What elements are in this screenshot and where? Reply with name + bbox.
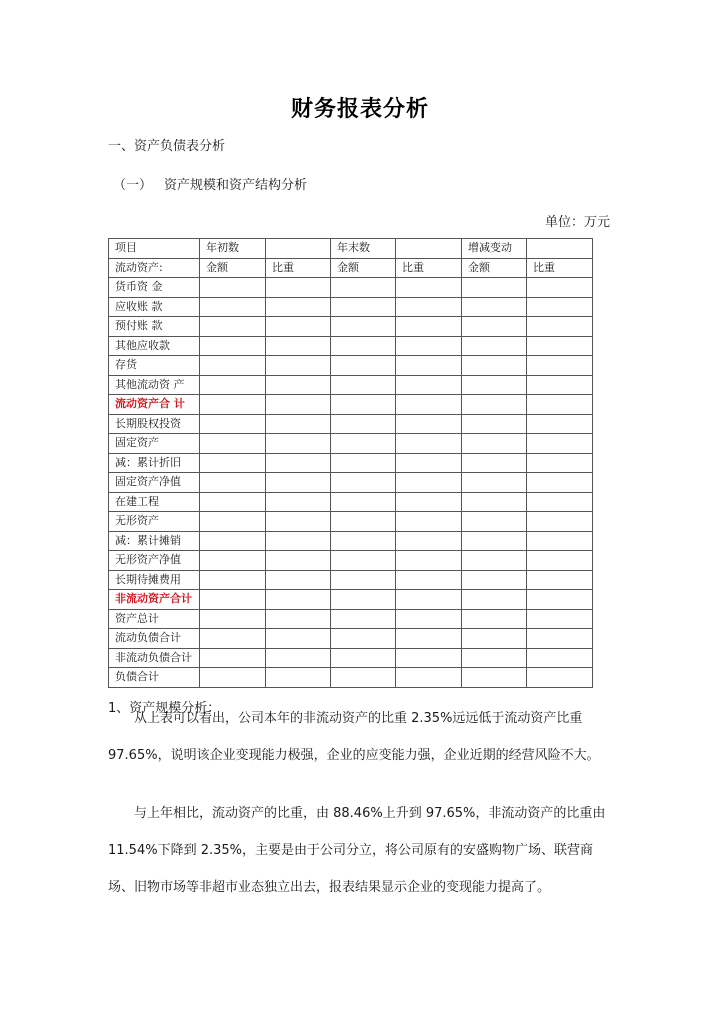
document-title: 财务报表分析 — [290, 97, 429, 122]
value-cell — [200, 297, 266, 317]
value-cell — [396, 668, 462, 688]
value-cell — [200, 512, 266, 532]
row-label: 在建工程 — [109, 492, 200, 512]
table-row — [109, 668, 593, 688]
value-cell — [266, 531, 331, 551]
header-cell: 项目 — [109, 239, 200, 259]
value-cell — [462, 551, 527, 571]
value-cell — [266, 629, 331, 649]
value-cell — [266, 609, 331, 629]
value-cell — [200, 629, 266, 649]
value-cell — [331, 375, 396, 395]
value-cell — [200, 375, 266, 395]
row-label: 固定资产 — [109, 434, 200, 454]
value-cell — [266, 551, 331, 571]
value-cell — [396, 434, 462, 454]
row-label: 流动资产合 计 — [109, 395, 200, 415]
value-cell — [200, 356, 266, 376]
value-cell — [331, 648, 396, 668]
value-cell — [331, 492, 396, 512]
table-row — [109, 414, 593, 434]
value-cell — [396, 609, 462, 629]
value-cell — [462, 414, 527, 434]
value-cell — [396, 590, 462, 610]
table-row — [109, 434, 593, 454]
table-row — [109, 473, 593, 493]
value-cell — [462, 609, 527, 629]
table-row — [109, 453, 593, 473]
value-cell — [462, 434, 527, 454]
row-label: 固定资产净值 — [109, 473, 200, 493]
value-cell — [527, 453, 593, 473]
header-cell: 比重 — [527, 258, 593, 278]
value-cell — [527, 395, 593, 415]
table-row — [109, 317, 593, 337]
table-header-row — [109, 239, 593, 259]
header-cell: 金额 — [331, 258, 396, 278]
header-cell: 增减变动 — [462, 239, 527, 259]
value-cell — [266, 473, 331, 493]
value-cell — [396, 492, 462, 512]
value-cell — [266, 278, 331, 298]
value-cell — [266, 570, 331, 590]
table-row — [109, 570, 593, 590]
row-label: 非流动资产合计 — [109, 590, 200, 610]
header-cell — [266, 239, 331, 259]
value-cell — [266, 590, 331, 610]
value-cell — [527, 278, 593, 298]
table-subheader-row — [109, 258, 593, 278]
value-cell — [462, 492, 527, 512]
paragraph-text: 从上表可以看出，公司本年的非流动资产的比重 2.35%远远低于流动资产比重 97.65%，说明该企业变现能力极强，企业的应变能力强，企业近期的经营风险不大。 — [108, 711, 600, 763]
value-cell — [396, 395, 462, 415]
value-cell — [331, 473, 396, 493]
value-cell — [331, 668, 396, 688]
value-cell — [200, 570, 266, 590]
value-cell — [396, 629, 462, 649]
value-cell — [396, 551, 462, 571]
value-cell — [396, 453, 462, 473]
value-cell — [266, 375, 331, 395]
value-cell — [462, 356, 527, 376]
row-label: 无形资产 — [109, 512, 200, 532]
value-cell — [200, 453, 266, 473]
row-label: 无形资产净值 — [109, 551, 200, 571]
value-cell — [396, 648, 462, 668]
value-cell — [266, 414, 331, 434]
header-cell — [396, 239, 462, 259]
value-cell — [331, 414, 396, 434]
value-cell — [527, 512, 593, 532]
value-cell — [266, 356, 331, 376]
analysis-heading: 1、资产规模分析： — [108, 701, 221, 716]
value-cell — [200, 609, 266, 629]
row-label: 流动负债合计 — [109, 629, 200, 649]
table-row — [109, 531, 593, 551]
value-cell — [331, 531, 396, 551]
value-cell — [527, 531, 593, 551]
value-cell — [266, 434, 331, 454]
value-cell — [331, 609, 396, 629]
value-cell — [527, 629, 593, 649]
header-cell: 金额 — [200, 258, 266, 278]
value-cell — [200, 531, 266, 551]
row-label: 长期股权投资 — [109, 414, 200, 434]
value-cell — [331, 453, 396, 473]
row-label: 其他流动资 产 — [109, 375, 200, 395]
row-label: 减：累计折旧 — [109, 453, 200, 473]
value-cell — [527, 590, 593, 610]
value-cell — [200, 317, 266, 337]
value-cell — [396, 473, 462, 493]
subsection-title: 资产规模和资产结构分析 — [164, 178, 308, 193]
value-cell — [331, 512, 396, 532]
value-cell — [462, 668, 527, 688]
table-row — [109, 551, 593, 571]
table-row — [109, 492, 593, 512]
value-cell — [527, 551, 593, 571]
value-cell — [200, 434, 266, 454]
value-cell — [200, 668, 266, 688]
row-label: 货币资 金 — [109, 278, 200, 298]
value-cell — [266, 512, 331, 532]
value-cell — [266, 453, 331, 473]
value-cell — [266, 668, 331, 688]
table-row — [109, 590, 593, 610]
row-label: 长期待摊费用 — [109, 570, 200, 590]
value-cell — [200, 473, 266, 493]
header-cell — [527, 239, 593, 259]
value-cell — [527, 668, 593, 688]
value-cell — [527, 609, 593, 629]
header-cell: 金额 — [462, 258, 527, 278]
value-cell — [331, 278, 396, 298]
value-cell — [462, 590, 527, 610]
value-cell — [331, 551, 396, 571]
analysis-paragraph-2 — [108, 795, 616, 906]
value-cell — [527, 356, 593, 376]
value-cell — [331, 629, 396, 649]
value-cell — [527, 414, 593, 434]
row-label: 其他应收款 — [109, 336, 200, 356]
subsection-heading — [113, 174, 307, 193]
value-cell — [266, 336, 331, 356]
value-cell — [200, 414, 266, 434]
value-cell — [527, 297, 593, 317]
unit-label: 单位：万元 — [544, 215, 610, 230]
value-cell — [462, 395, 527, 415]
value-cell — [396, 512, 462, 532]
value-cell — [396, 336, 462, 356]
value-cell — [200, 278, 266, 298]
value-cell — [331, 336, 396, 356]
value-cell — [266, 395, 331, 415]
value-cell — [200, 551, 266, 571]
value-cell — [462, 531, 527, 551]
value-cell — [331, 434, 396, 454]
value-cell — [396, 414, 462, 434]
value-cell — [462, 297, 527, 317]
balance-sheet-table — [108, 238, 593, 688]
value-cell — [266, 648, 331, 668]
value-cell — [527, 317, 593, 337]
value-cell — [331, 317, 396, 337]
subsection-number: （一） — [113, 178, 153, 193]
paragraph-text: 与上年相比，流动资产的比重，由 88.46%上升到 97.65%，非流动资产的比重由 11.54%下降到 2.35%，主要是由于公司分立，将公司原有的安盛购物广场、联营商场、旧物市场等非超市业态独立出去，报表结果显示企业的变现能力提高了。 — [108, 806, 606, 895]
value-cell — [462, 278, 527, 298]
table-row — [109, 336, 593, 356]
value-cell — [396, 375, 462, 395]
value-cell — [462, 375, 527, 395]
value-cell — [266, 317, 331, 337]
row-label: 资产总计 — [109, 609, 200, 629]
header-cell: 年初数 — [200, 239, 266, 259]
table-row — [109, 629, 593, 649]
header-cell: 流动资产: — [109, 258, 200, 278]
value-cell — [462, 453, 527, 473]
value-cell — [462, 512, 527, 532]
value-cell — [462, 317, 527, 337]
value-cell — [527, 570, 593, 590]
value-cell — [527, 375, 593, 395]
analysis-paragraph-1 — [108, 700, 616, 774]
table-row — [109, 297, 593, 317]
value-cell — [331, 356, 396, 376]
value-cell — [527, 336, 593, 356]
value-cell — [462, 648, 527, 668]
value-cell — [396, 297, 462, 317]
table-row — [109, 395, 593, 415]
section-heading: 一、资产负债表分析 — [108, 139, 226, 154]
header-cell: 年末数 — [331, 239, 396, 259]
value-cell — [396, 570, 462, 590]
value-cell — [527, 648, 593, 668]
value-cell — [331, 570, 396, 590]
table-row — [109, 512, 593, 532]
value-cell — [462, 629, 527, 649]
value-cell — [527, 492, 593, 512]
value-cell — [200, 336, 266, 356]
value-cell — [200, 492, 266, 512]
value-cell — [200, 395, 266, 415]
value-cell — [462, 336, 527, 356]
table-row — [109, 278, 593, 298]
value-cell — [200, 590, 266, 610]
row-label: 存货 — [109, 356, 200, 376]
value-cell — [266, 492, 331, 512]
value-cell — [527, 473, 593, 493]
value-cell — [331, 297, 396, 317]
row-label: 应收账 款 — [109, 297, 200, 317]
row-label: 预付账 款 — [109, 317, 200, 337]
value-cell — [462, 473, 527, 493]
value-cell — [527, 434, 593, 454]
row-label: 非流动负债合计 — [109, 648, 200, 668]
row-label: 减：累计摊销 — [109, 531, 200, 551]
header-cell: 比重 — [396, 258, 462, 278]
value-cell — [396, 531, 462, 551]
value-cell — [331, 590, 396, 610]
value-cell — [396, 356, 462, 376]
table-row — [109, 609, 593, 629]
value-cell — [200, 648, 266, 668]
row-label: 负债合计 — [109, 668, 200, 688]
value-cell — [331, 395, 396, 415]
value-cell — [396, 278, 462, 298]
value-cell — [396, 317, 462, 337]
table-row — [109, 356, 593, 376]
value-cell — [462, 570, 527, 590]
table-row — [109, 375, 593, 395]
header-cell: 比重 — [266, 258, 331, 278]
table-row — [109, 648, 593, 668]
value-cell — [266, 297, 331, 317]
